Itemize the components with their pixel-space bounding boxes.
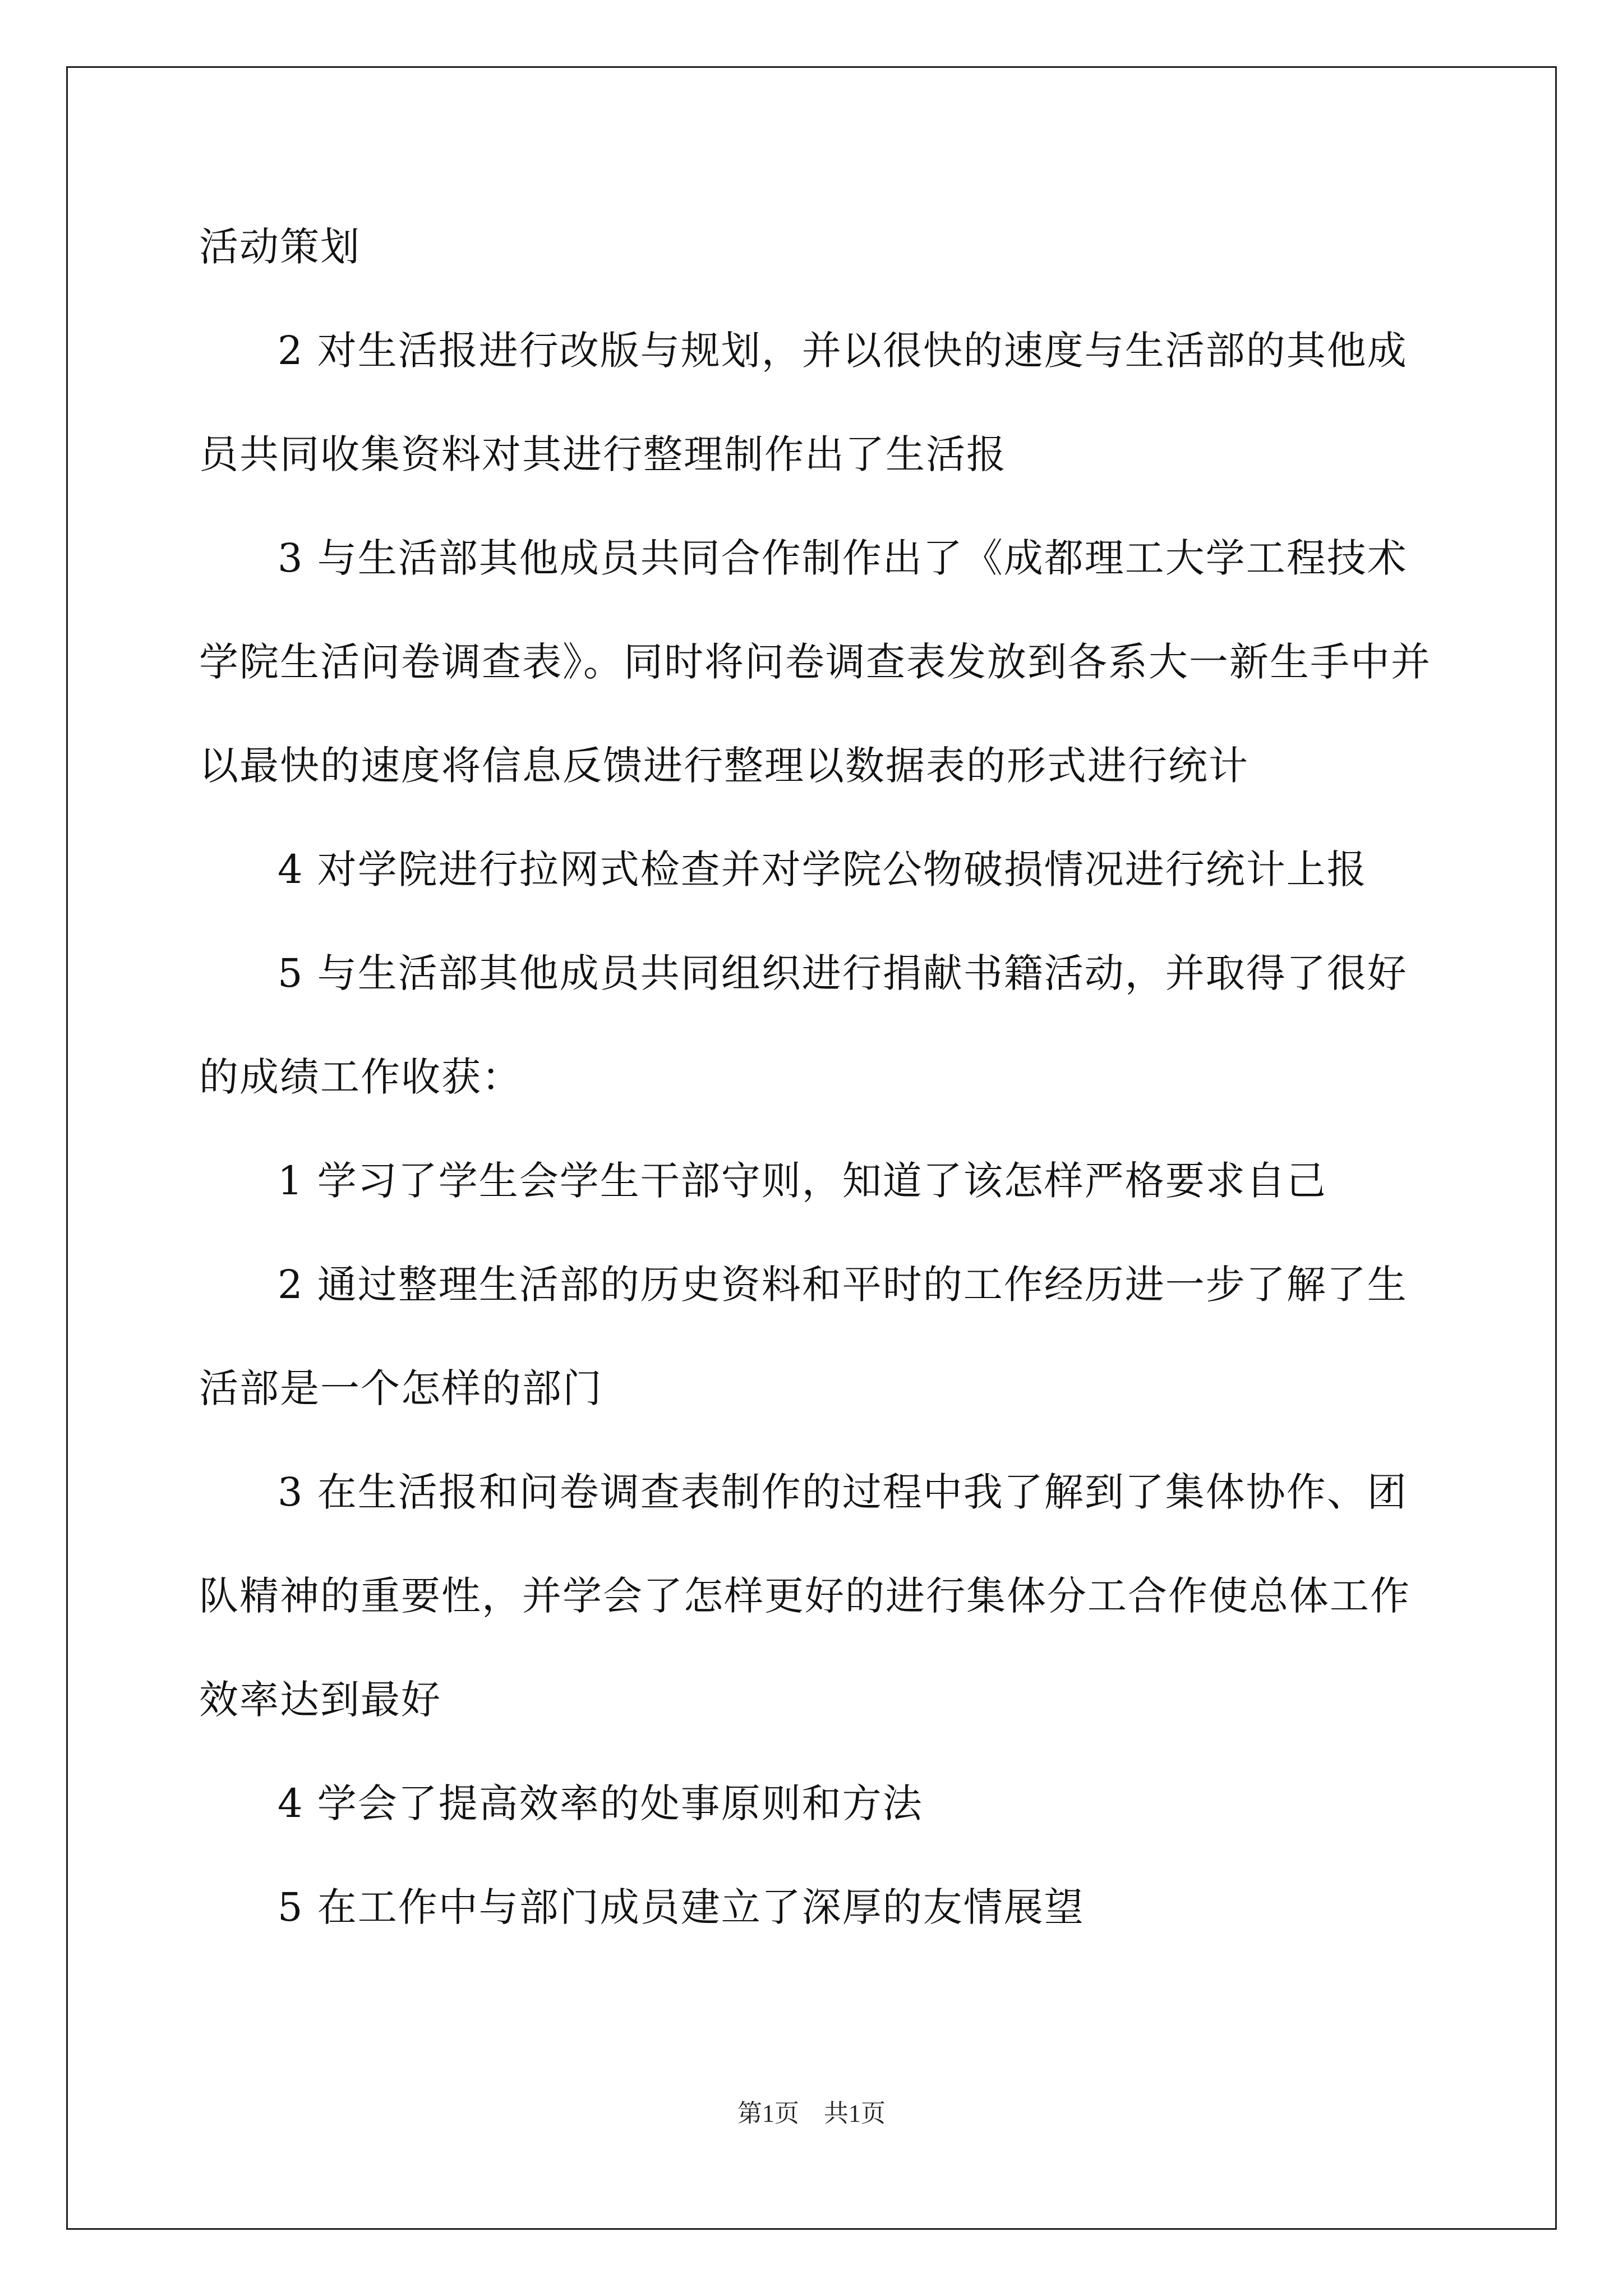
text-line: 活部是一个怎样的部门 <box>199 1365 603 1411</box>
text-line: 效率达到最好 <box>199 1677 441 1723</box>
text-line: 员共同收集资料对其进行整理制作出了生活报 <box>199 431 1007 477</box>
text-line: 3 与生活部其他成员共同合作制作出了《成都理工大学工程技术 <box>278 535 1408 581</box>
text-line: 3 在生活报和问卷调查表制作的过程中我了解到了集体协作、团 <box>278 1469 1408 1515</box>
text-line: 5 与生活部其他成员共同组织进行捐献书籍活动，并取得了很好 <box>278 950 1408 996</box>
text-line: 4 对学院进行拉网式检查并对学院公物破损情况进行统计上报 <box>278 846 1367 892</box>
text-line: 5 在工作中与部门成员建立了深厚的友情展望 <box>278 1884 1085 1930</box>
text-line: 以最快的速度将信息反馈进行整理以数据表的形式进行统计 <box>199 743 1249 789</box>
page-number-footer: 第1页 共1页 <box>737 2100 886 2127</box>
text-line: 学院生活问卷调查表》。同时将问卷调查表发放到各系大一新生手中并 <box>199 639 1431 685</box>
text-line: 队精神的重要性，并学会了怎样更好的进行集体分工合作使总体工作 <box>199 1573 1410 1619</box>
text-line: 的成绩工作收获： <box>199 1054 522 1100</box>
text-line: 2 通过整理生活部的历史资料和平时的工作经历进一步了解了生 <box>278 1262 1408 1308</box>
text-line: 活动策划 <box>199 224 361 270</box>
text-line: 2 对生活报进行改版与规划，并以很快的速度与生活部的其他成 <box>278 328 1408 374</box>
text-line: 4 学会了提高效率的处事原则和方法 <box>278 1780 923 1826</box>
text-line: 1 学习了学生会学生干部守则，知道了该怎样严格要求自己 <box>278 1158 1327 1204</box>
